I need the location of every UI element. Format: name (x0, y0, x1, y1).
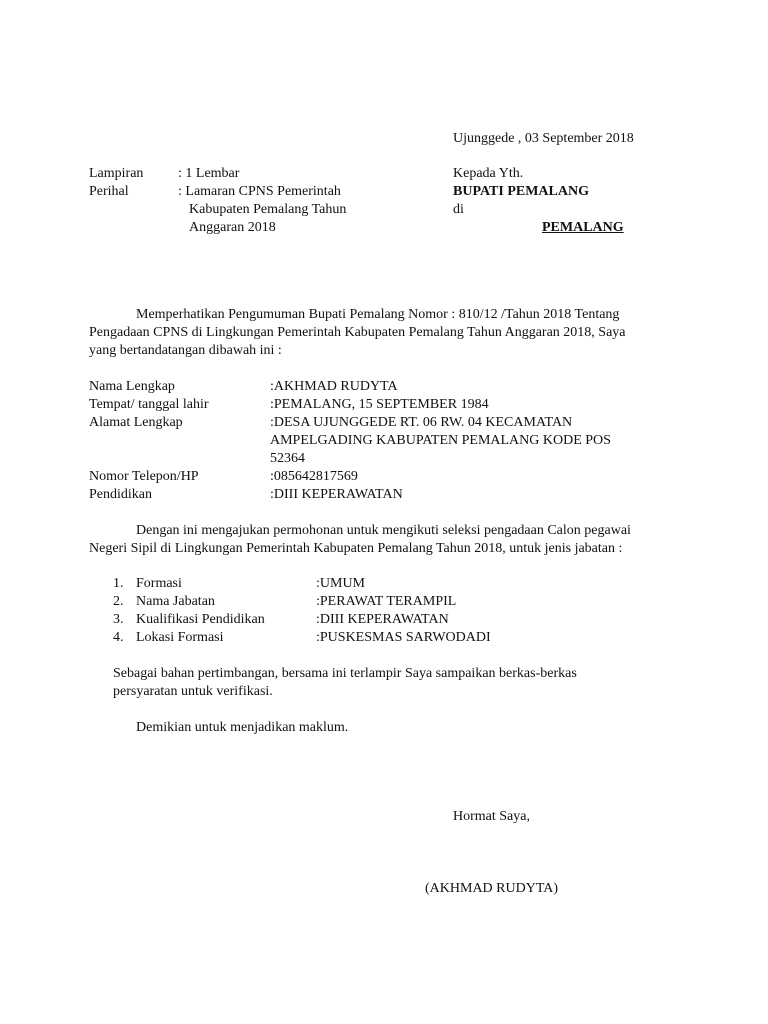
signature-name: (AKHMAD RUDYTA) (425, 881, 559, 896)
perihal-label: Perihal (89, 184, 129, 199)
identity-value: :PEMALANG, 15 SEPTEMBER 1984 (270, 397, 489, 412)
perihal-value-2: Kabupaten Pemalang Tahun (189, 202, 347, 217)
perihal-value-1: : Lamaran CPNS Pemerintah (178, 184, 341, 199)
position-label: Kualifikasi Pendidikan (136, 612, 265, 627)
position-label: Nama Jabatan (136, 594, 215, 609)
position-value: :PUSKESMAS SARWODADI (316, 630, 491, 645)
recipient-line-3: di (453, 202, 464, 217)
lampiran-label: Lampiran (89, 166, 144, 181)
position-number: 4. (113, 630, 124, 645)
intro-line-3: yang bertandatangan dibawah ini : (89, 343, 282, 358)
recipient-line-2: BUPATI PEMALANG (453, 184, 589, 199)
intro-line-1: Memperhatikan Pengumuman Bupati Pemalang Nomor : 810/12 /Tahun 2018 Tentang (136, 307, 620, 322)
request-paragraph (89, 522, 679, 558)
identity-label: Tempat/ tanggal lahir (89, 397, 209, 412)
signature-greeting: Hormat Saya, (453, 809, 530, 824)
identity-label: Nomor Telepon/HP (89, 469, 199, 484)
request-line-1: Dengan ini mengajukan permohonan untuk mengikuti seleksi pengadaan Calon pegawai (136, 523, 631, 538)
identity-label: Pendidikan (89, 487, 152, 502)
closing-line-2: persyaratan untuk verifikasi. (113, 684, 273, 699)
position-value: :PERAWAT TERAMPIL (316, 594, 457, 609)
identity-label: Nama Lengkap (89, 379, 175, 394)
position-value: :UMUM (316, 576, 366, 591)
identity-value: :DESA UJUNGGEDE RT. 06 RW. 04 KECAMATAN (270, 415, 573, 430)
position-number: 3. (113, 612, 124, 627)
position-label: Lokasi Formasi (136, 630, 224, 645)
place-date: Ujunggede , 03 September 2018 (453, 131, 634, 146)
position-number: 1. (113, 576, 124, 591)
recipient-line-4: PEMALANG (542, 220, 624, 235)
request-line-2: Negeri Sipil di Lingkungan Pemerintah Kabupaten Pemalang Tahun 2018, untuk jenis jabatan : (89, 541, 623, 556)
closing-line-3: Demikian untuk menjadikan maklum. (136, 720, 349, 735)
intro-line-2: Pengadaan CPNS di Lingkungan Pemerintah Kabupaten Pemalang Tahun Anggaran 2018, Saya (89, 325, 626, 340)
position-number: 2. (113, 594, 124, 609)
perihal-value-3: Anggaran 2018 (189, 220, 276, 235)
identity-value: :DIII KEPERAWATAN (270, 487, 403, 502)
intro-paragraph (89, 306, 679, 360)
closing-line-1: Sebagai bahan pertimbangan, bersama ini terlampir Saya sampaikan berkas-berkas (113, 666, 577, 681)
position-label: Formasi (136, 576, 182, 591)
identity-value-cont: 52364 (270, 451, 305, 466)
identity-value: :AKHMAD RUDYTA (270, 379, 398, 394)
lampiran-value: : 1 Lembar (178, 166, 240, 181)
position-value: :DIII KEPERAWATAN (316, 612, 449, 627)
identity-label: Alamat Lengkap (89, 415, 183, 430)
identity-value-cont: AMPELGADING KABUPATEN PEMALANG KODE POS (270, 433, 611, 448)
recipient-line-1: Kepada Yth. (453, 166, 524, 181)
identity-value: :085642817569 (270, 469, 358, 484)
